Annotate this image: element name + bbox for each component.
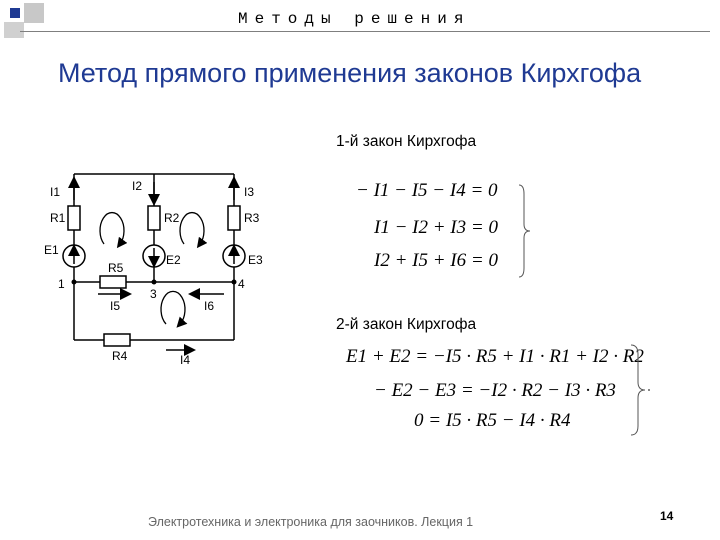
source-e2 [143,245,165,267]
loop-arrow [161,291,185,324]
label-r1: R1 [50,211,66,225]
label-r3: R3 [244,211,260,225]
section-header: Методы решения [238,10,471,28]
resistor-r2 [148,206,160,230]
law1-equation-2: I1 − I2 + I3 = 0 [374,217,498,238]
source-e3 [223,245,245,267]
law1-heading: 1-й закон Кирхгофа [336,133,477,150]
label-node-3: 3 [150,287,157,301]
decorative-square-gray [24,3,44,23]
label-i4: I4 [180,353,191,367]
node-dot [152,280,157,285]
law1-brace [518,184,532,278]
source-e1 [63,245,85,267]
page-number: 14 [660,509,674,523]
footer-course-text: Электротехника и электроника для заочников. Лекция 1 [148,515,474,529]
label-node-1: 1 [58,277,65,291]
law1-equation-1: − I1 − I5 − I4 = 0 [356,180,498,201]
label-node-4: 4 [238,277,245,291]
resistor-r3 [228,206,240,230]
law2-equation-2: − E2 − E3 = −I2 · R2 − I3 · R3 [374,380,616,401]
label-e3: E3 [248,253,263,267]
resistor-r4 [104,334,130,346]
label-i5: I5 [110,299,121,313]
slide-title: Метод прямого применения законов Кирхгофа [58,58,642,88]
law2-brace [630,344,654,436]
loop-arrow [180,213,204,244]
label-r2: R2 [164,211,180,225]
decorative-square-gray [4,22,24,38]
law1-equation-3: I2 + I5 + I6 = 0 [374,250,498,271]
node-dot [72,280,77,285]
loop-arrow [100,213,124,244]
label-e1: E1 [44,243,59,257]
resistor-r5 [100,276,126,288]
label-i3: I3 [244,185,255,199]
node-dot [232,280,237,285]
label-r5: R5 [108,261,124,275]
law2-equation-1: E1 + E2 = −I5 · R5 + I1 · R1 + I2 · R2 [346,346,644,367]
law2-equation-3: 0 = I5 · R5 − I4 · R4 [414,410,571,431]
label-i6: I6 [204,299,215,313]
circuit-diagram [38,160,278,370]
decorative-square-dark [10,8,20,18]
label-r4: R4 [112,349,128,363]
label-e2: E2 [166,253,181,267]
resistor-r1 [68,206,80,230]
header-divider [20,31,710,32]
law2-heading: 2-й закон Кирхгофа [336,316,477,333]
label-i1: I1 [50,185,61,199]
label-i2: I2 [132,179,143,193]
